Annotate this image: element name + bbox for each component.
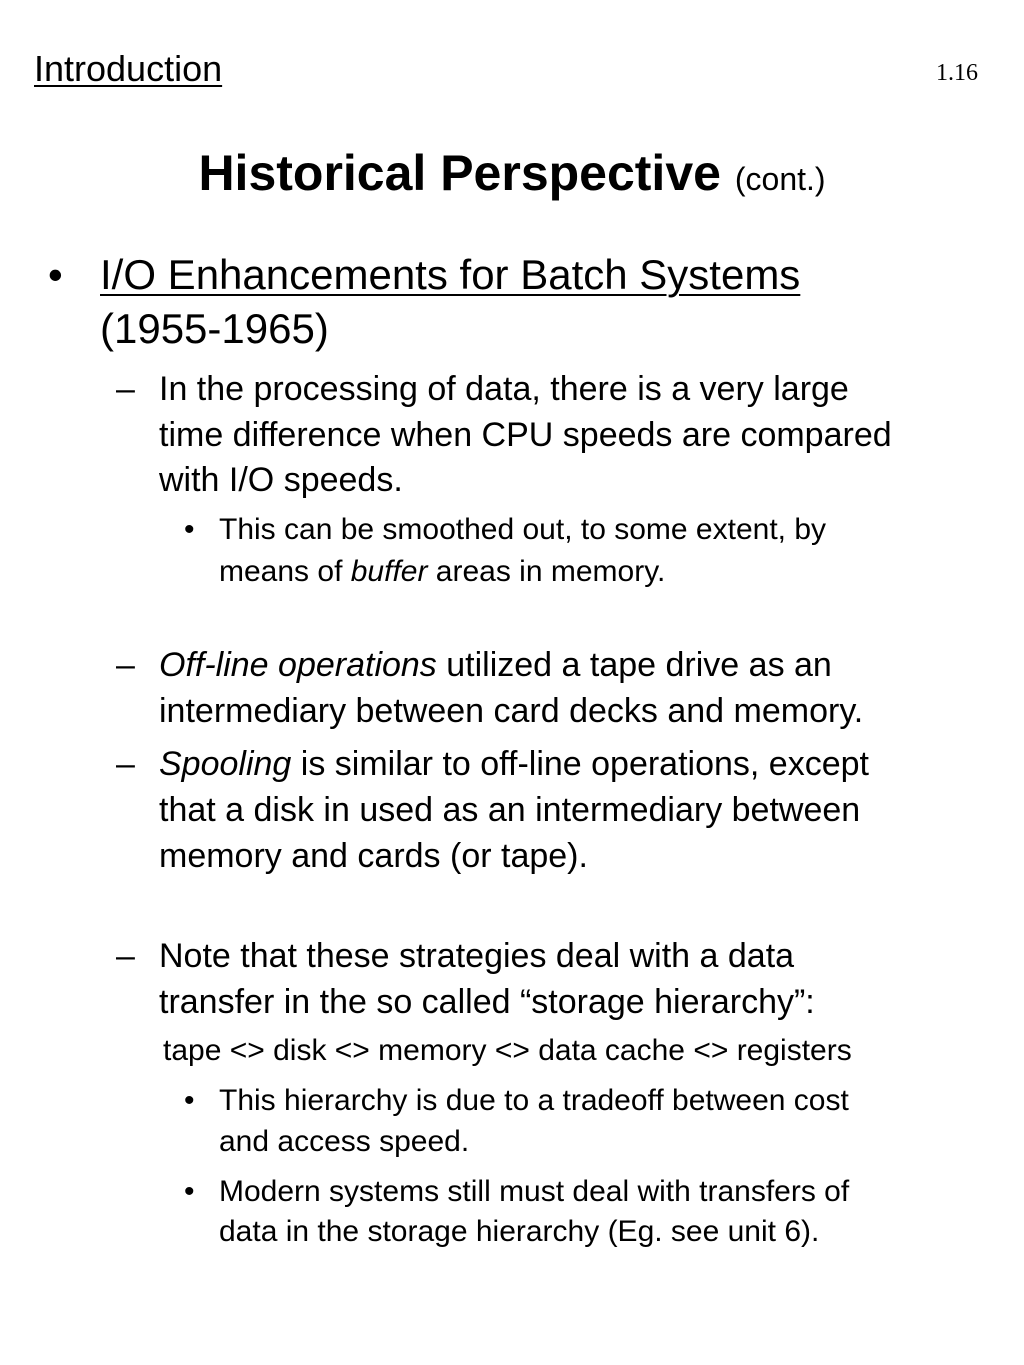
bullet-marker: • bbox=[48, 251, 63, 298]
item4-sub2-line1: Modern systems still must deal with transfers of bbox=[219, 1175, 850, 1208]
item3-line1 bbox=[159, 745, 869, 784]
dash-marker: – bbox=[116, 745, 135, 783]
item4-sub1-line1: This hierarchy is due to a tradeoff between cost bbox=[219, 1084, 849, 1117]
section-label: Introduction bbox=[34, 48, 223, 89]
item1-sub1-post: areas in memory. bbox=[427, 555, 666, 588]
title-main: Historical Perspective bbox=[198, 145, 721, 201]
item1-line1: In the processing of data, there is a very large bbox=[159, 370, 849, 408]
dash-marker: – bbox=[116, 937, 135, 975]
item3-em: Spooling bbox=[159, 745, 292, 783]
item2-line2: intermediary between card decks and memory. bbox=[159, 692, 864, 730]
item3-rest: is similar to off-line operations, except bbox=[291, 745, 869, 783]
sub-bullet-marker: • bbox=[184, 513, 195, 546]
item3-line3: memory and cards (or tape). bbox=[159, 837, 588, 875]
dash-marker: – bbox=[116, 646, 135, 684]
item4-line1: Note that these strategies deal with a data bbox=[159, 937, 795, 975]
item1-sub1-line1: This can be smoothed out, to some extent, by bbox=[219, 513, 827, 546]
title-sub: (cont.) bbox=[734, 161, 826, 197]
item4-line2: transfer in the so called “storage hierarchy”: bbox=[159, 983, 815, 1021]
slide-title bbox=[0, 144, 1024, 202]
item2-line1 bbox=[159, 646, 832, 685]
slide-number: 1.16 bbox=[936, 60, 978, 86]
item1-sub1-line2 bbox=[219, 555, 665, 589]
item2-em: Off-line operations bbox=[159, 646, 437, 684]
item3-line2: that a disk in used as an intermediary between bbox=[159, 791, 861, 829]
item4-sub2-line2: data in the storage hierarchy (Eg. see unit 6). bbox=[219, 1215, 820, 1248]
sub-bullet-marker: • bbox=[184, 1175, 195, 1208]
item2-rest: utilized a tape drive as an bbox=[436, 646, 832, 684]
item4-sub1-line2: and access speed. bbox=[219, 1125, 470, 1158]
bullet-heading-line2: (1955-1965) bbox=[100, 305, 329, 352]
item1-line2: time difference when CPU speeds are compared bbox=[159, 416, 892, 454]
item1-sub1-pre: means of bbox=[219, 555, 351, 588]
item1-line3: with I/O speeds. bbox=[159, 461, 403, 499]
dash-marker: – bbox=[116, 370, 135, 408]
storage-hierarchy-line: tape <> disk <> memory <> data cache <> registers bbox=[163, 1034, 852, 1067]
item1-sub1-em: buffer bbox=[350, 555, 428, 588]
sub-bullet-marker: • bbox=[184, 1084, 195, 1117]
bullet-heading-line1: I/O Enhancements for Batch Systems bbox=[100, 251, 801, 298]
